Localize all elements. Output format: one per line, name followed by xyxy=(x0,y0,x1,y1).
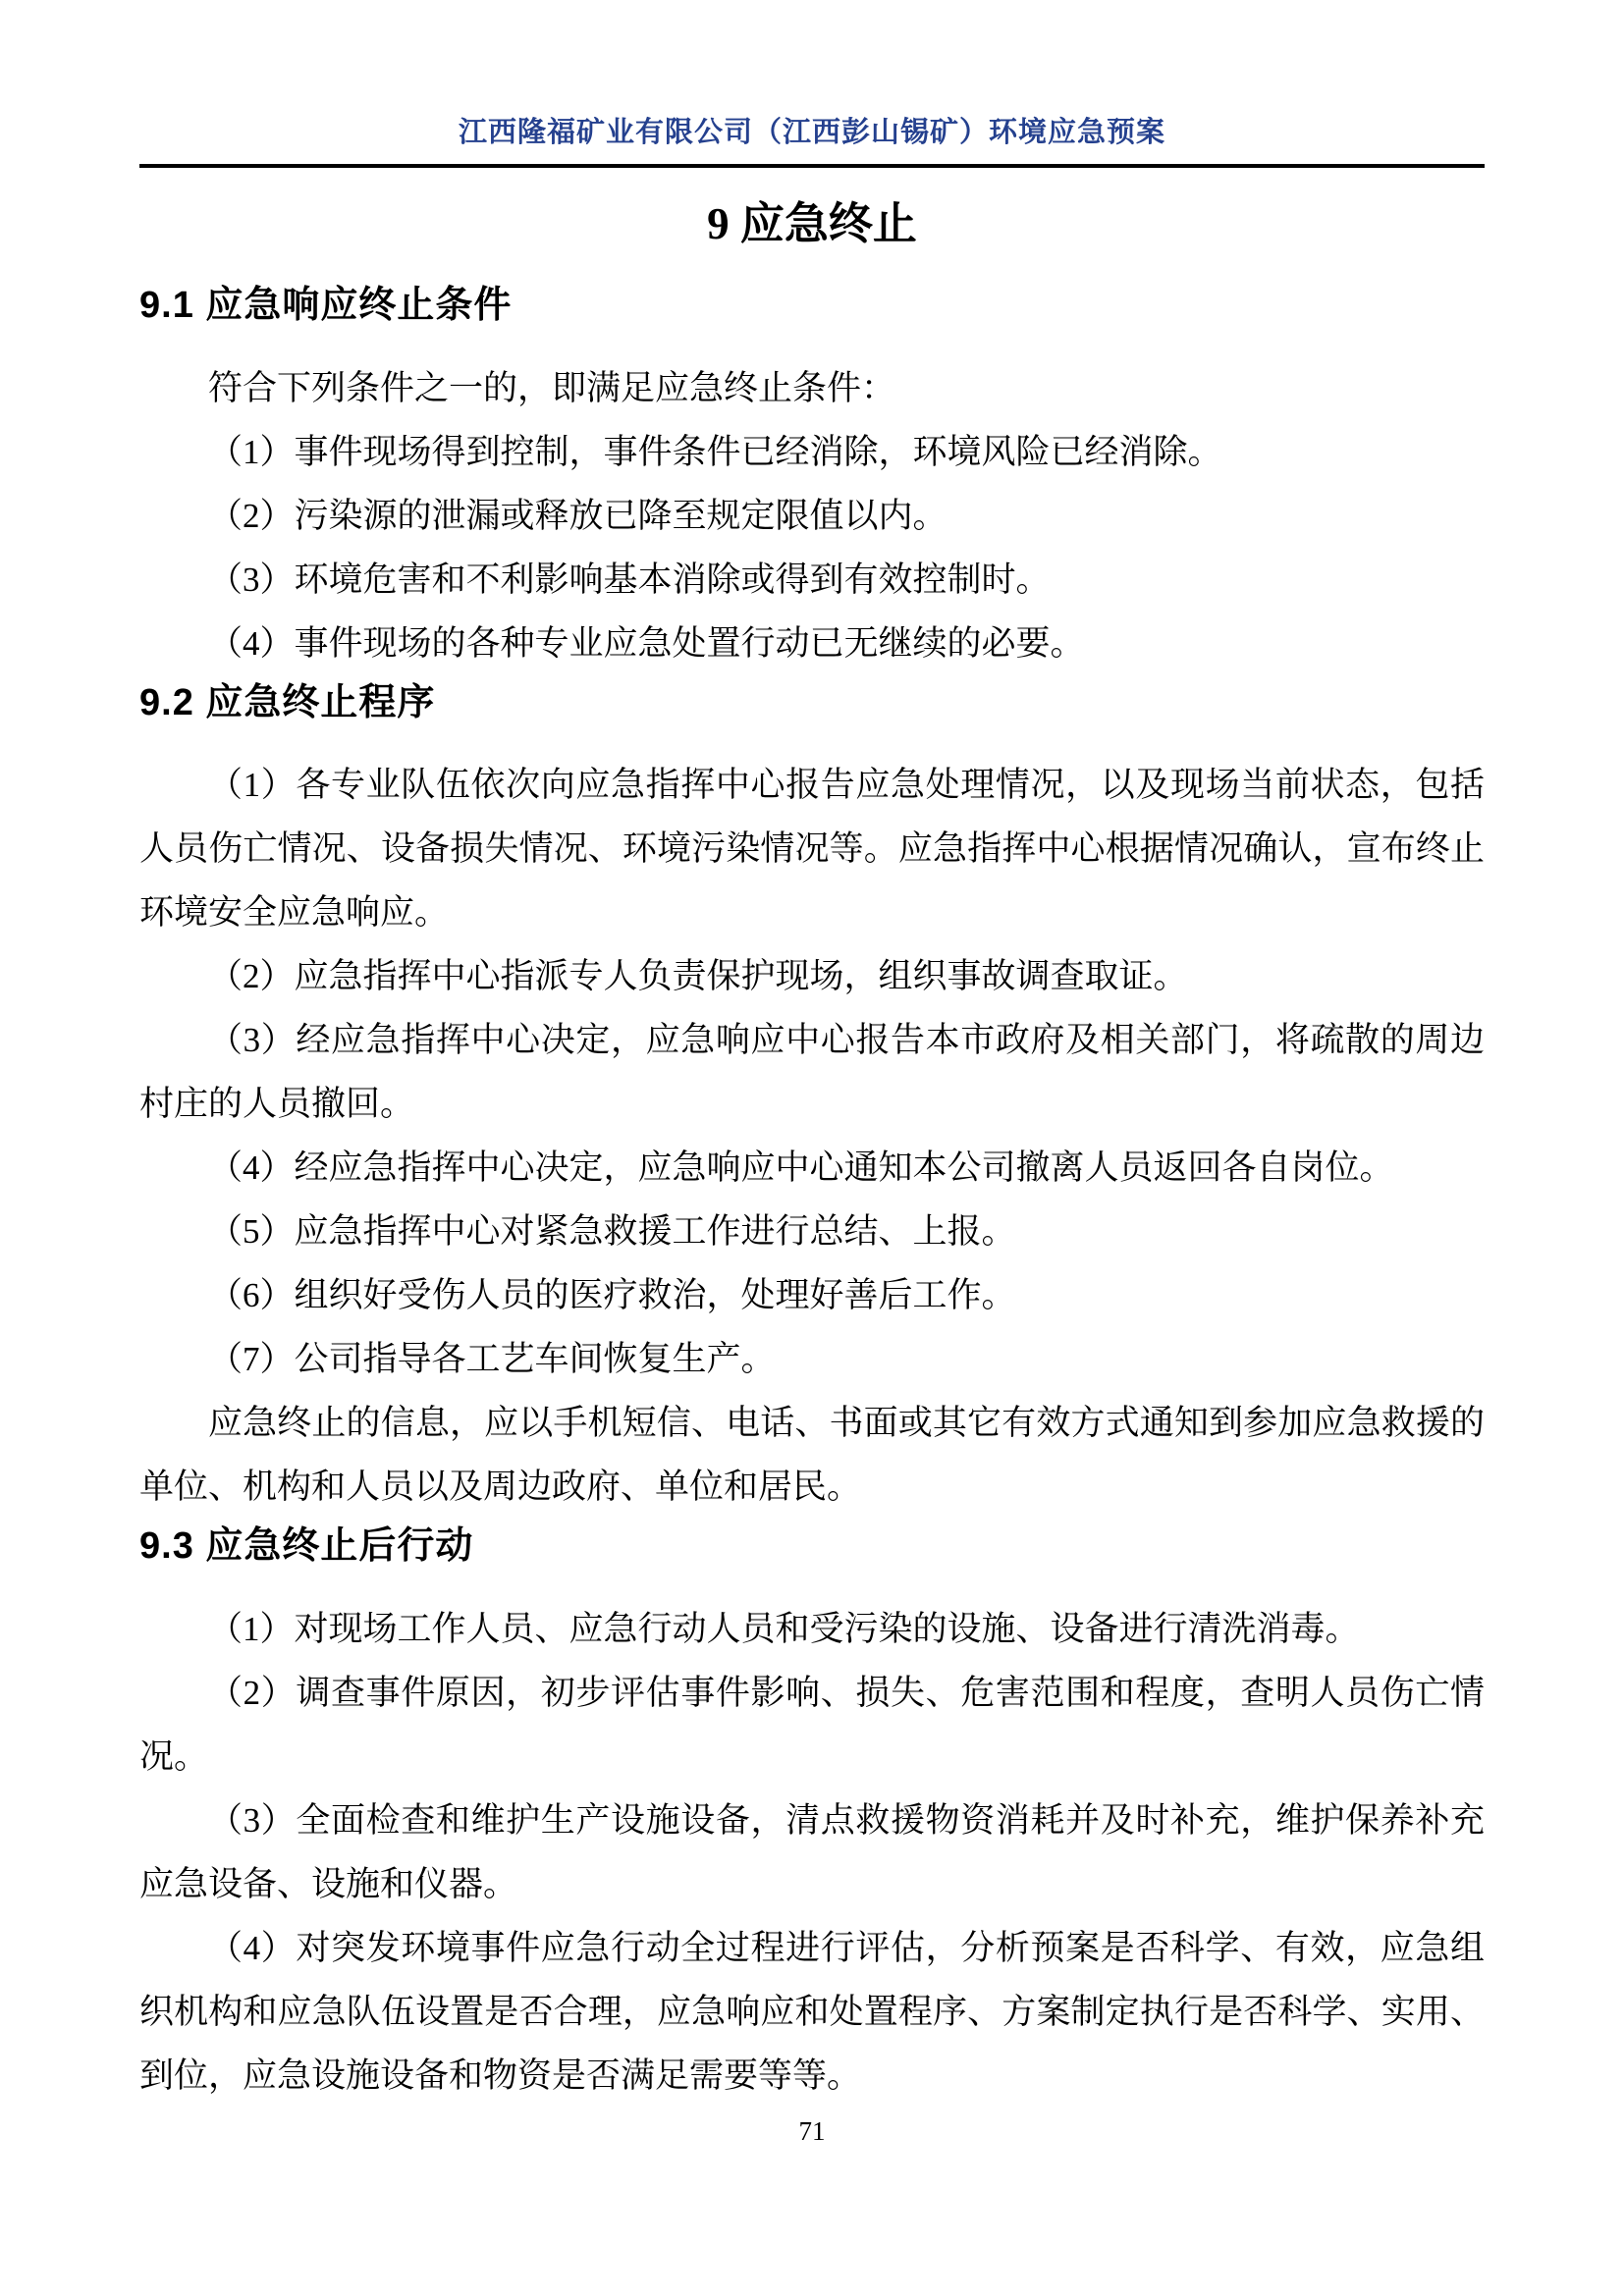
paragraph: （1）事件现场得到控制，事件条件已经消除，环境风险已经消除。 xyxy=(208,432,1222,471)
paragraph: 符合下列条件之一的，即满足应急终止条件： xyxy=(208,368,896,407)
paragraph: （3）环境危害和不利影响基本消除或得到有效控制时。 xyxy=(208,560,1051,599)
page-header xyxy=(139,0,1485,168)
chapter-title: 9 应急终止 xyxy=(707,199,917,248)
paragraph: （7）公司指导各工艺车间恢复生产。 xyxy=(208,1340,776,1379)
page-number: 71 xyxy=(798,2116,826,2146)
paragraph: （3）经应急指挥中心决定，应急响应中心报告本市政府及相关部门，将疏散的周边村庄的人员撤回。 xyxy=(139,1021,1485,1124)
document-body xyxy=(139,284,1485,2108)
paragraph: （4）事件现场的各种专业应急处置行动已无继续的必要。 xyxy=(208,623,1085,663)
header-divider xyxy=(139,164,1485,168)
paragraph: （2）调查事件原因，初步评估事件影响、损失、危害范围和程度，查明人员伤亡情况。 xyxy=(139,1673,1485,1776)
paragraph: （1）各专业队伍依次向应急指挥中心报告应急处理情况，以及现场当前状态，包括人员伤亡情况、设备损失情况、环境污染情况等。应急指挥中心根据情况确认，宣布终止环境安全应急响应。 xyxy=(139,766,1485,933)
section-heading: 9.2 应急终止程序 xyxy=(139,681,436,723)
section-heading: 9.1 应急响应终止条件 xyxy=(139,285,513,326)
paragraph: （2）污染源的泄漏或释放已降至规定限值以内。 xyxy=(208,496,947,535)
section-heading: 9.3 应急终止后行动 xyxy=(139,1525,474,1568)
paragraph: （6）组织好受伤人员的医疗救治，处理好善后工作。 xyxy=(208,1276,1016,1315)
paragraph: （3）全面检查和维护生产设施设备，清点救援物资消耗并及时补充，维护保养补充应急设备、设施和仪器。 xyxy=(139,1800,1485,1903)
paragraph: （4）经应急指挥中心决定，应急响应中心通知本公司撤离人员返回各自岗位。 xyxy=(208,1148,1394,1188)
paragraph: （1）对现场工作人员、应急行动人员和受污染的设施、设备进行清洗消毒。 xyxy=(208,1609,1360,1648)
header-title: 江西隆福矿业有限公司（江西彭山锡矿）环境应急预案 xyxy=(458,117,1165,148)
paragraph: （2）应急指挥中心指派专人负责保护现场，组织事故调查取证。 xyxy=(208,957,1188,996)
paragraph: （4）对突发环境事件应急行动全过程进行评估，分析预案是否科学、有效，应急组织机构和应急队伍设置是否合理，应急响应和处置程序、方案制定执行是否科学、实用、到位，应急设施设备和物资是否满足需要等等。 xyxy=(139,1928,1485,2095)
paragraph: （5）应急指挥中心对紧急救援工作进行总结、上报。 xyxy=(208,1212,1016,1252)
paragraph: 应急终止的信息，应以手机短信、电话、书面或其它有效方式通知到参加应急救援的单位、机构和人员以及周边政府、单位和居民。 xyxy=(139,1404,1485,1507)
page-footer xyxy=(0,2116,1624,2147)
